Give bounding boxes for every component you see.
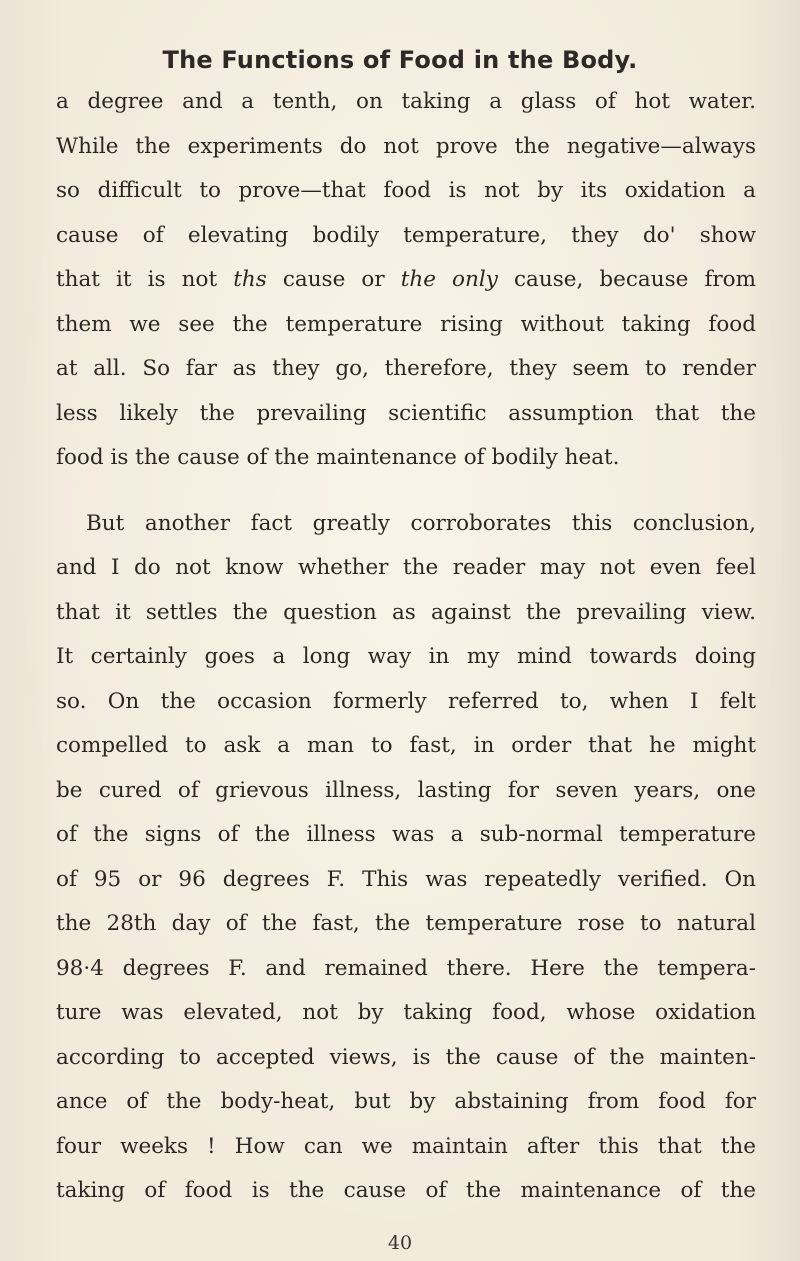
paragraph-gap — [56, 481, 756, 502]
text-line: so. On the occasion formerly referred to, when I felt — [56, 688, 756, 714]
text-line: of the signs of the illness was a sub-normal temperature — [56, 822, 756, 847]
text-line: according to accepted views, is the cause of the mainten- — [56, 1044, 756, 1070]
text-line: so difficult to prove—that food is not by its oxidation a — [56, 178, 756, 203]
text-segment: that it is not — [56, 267, 234, 292]
text-line: ance of the body-heat, but by abstaining from food for — [56, 1089, 756, 1114]
text-line: less likely the prevailing scientific assumption that the — [56, 400, 756, 426]
text-segment: cause, because from — [497, 267, 756, 292]
text-line: four weeks ! How can we maintain after this that the — [56, 1133, 756, 1159]
italic-phrase: the only — [400, 267, 498, 292]
text-line: ture was elevated, not by taking food, whose oxidation — [56, 1000, 756, 1025]
text-line: at all. So far as they go, therefore, they seem to render — [56, 356, 756, 381]
text-line: taking of food is the cause of the maintenance of the — [56, 1178, 756, 1203]
text-line: be cured of grievous illness, lasting for seven years, one — [56, 777, 756, 803]
text-line: that it settles the question as against the prevailing view. — [56, 599, 756, 625]
italic-word: ths — [233, 267, 267, 292]
text-line-with-italics — [56, 258, 756, 303]
paragraph-1 — [56, 80, 756, 481]
page-number: 40 — [387, 1232, 413, 1254]
text-line: food is the cause of the maintenance of bodily heat. — [56, 445, 620, 470]
text-line: cause of elevating bodily temperature, they do' show — [56, 222, 756, 248]
text-line: It certainly goes a long way in my mind towards doing — [56, 644, 756, 669]
text-line: the 28th day of the fast, the temperature rose to natural — [56, 911, 756, 936]
text-line: 98·4 degrees F. and remained there. Here the tempera- — [56, 955, 756, 981]
running-head: The Functions of Food in the Body. — [162, 46, 638, 74]
text-line: a degree and a tenth, on taking a glass of hot water. — [56, 89, 756, 114]
text-segment: cause or — [266, 267, 401, 292]
text-line: compelled to ask a man to fast, in order that he might — [56, 733, 756, 758]
body-text — [56, 80, 756, 1214]
text-line: of 95 or 96 degrees F. This was repeatedly verified. On — [56, 866, 756, 892]
text-line: them we see the temperature rising without taking food — [56, 311, 756, 337]
text-line: and I do not know whether the reader may not even feel — [56, 555, 756, 580]
text-line: While the experiments do not prove the negative—always — [56, 133, 756, 159]
paragraph-2 — [56, 502, 756, 1214]
text-line: But another fact greatly corroborates this conclusion, — [86, 510, 756, 536]
